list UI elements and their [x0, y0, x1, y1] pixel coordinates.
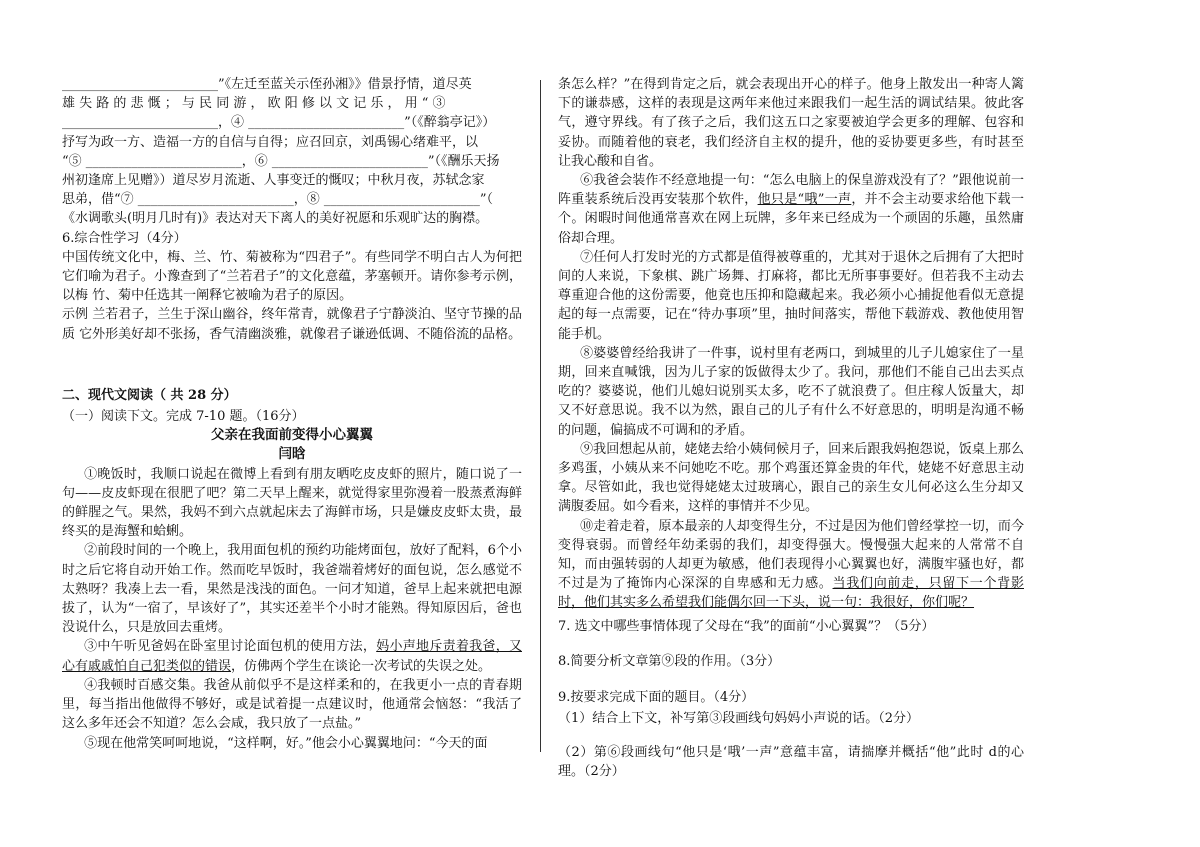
poem-line: 抒写为政一方、造福一方的自信与自得；应召回京，刘禹锡心绪难平，以 — [62, 134, 479, 150]
underlined-sentence: 当我们向前走，只留下一个背影时，他们其实多么希望我们能偶尔回一下头，说一句：我很好，你们呢？ — [558, 576, 1024, 611]
paragraph-10 — [558, 517, 1024, 613]
article-author: 闫晗 — [278, 446, 306, 463]
right-column — [558, 75, 1024, 781]
poem-line: 《水调歌头(明月几时有)》表达对天下离人的美好祝愿和乐观旷达的胸襟。 — [62, 211, 489, 227]
paragraph-1: ①晚饭时，我顺口说起在微博上看到有朋友晒吃皮皮虾的照片，随口说了一句——皮皮虾现在很肥了吧？第二天早上醒来，就觉得家里弥漫着一股蒸煮海鲜的鲜腥之气。果然，我妈不到六点就起床去了海鲜市场，只是嫌皮皮虾太贵，最终买的是海蟹和蛤蜊。 — [62, 466, 522, 540]
paragraph-4: ④我顿时百感交集。我爸从前似乎不是这样柔和的，在我更小一点的青春期里，每当指出他做得不够好，或是试着提一点建议时，他通常会恼怒：“我活了这么多年还会不知道？怎么会咸，我只放了一点盐。” — [62, 677, 522, 732]
underlined-sentence: 他只是“哦”一声 — [757, 192, 852, 208]
paragraph-10-text: ⑩走着走着，原本最亲的人却变得生分，不过是因为他们曾经掌控一切，而今变得衰弱。而曾经年幼柔弱的我们，却变得强大。慢慢强大起来的人常常不自知，而由强转弱的人却更为敏感，他们表现得小心翼翼也好，满腹牢骚也好，都不过是为了掩饰内心深深的自卑感和无力感。 — [558, 518, 1024, 592]
paragraph-6 — [558, 171, 1024, 248]
question-6-title: 6.综合性学习（4分） — [62, 230, 187, 246]
question-6-body: 中国传统文化中，梅、兰、竹、菊被称为“四君子”。有些同学不明白古人为何把它们喻为君子。小豫查到了“兰若君子”的文化意蕴，茅塞顿开。请你参考示例，以梅 竹、菊中任选其一阐释它被喻为君子的原因。 — [62, 249, 522, 304]
question-9-2: （2）第⑥段画线句“他只是‘哦’一声”意蕴丰富，请揣摩并概括“他”此时 d的心理。（2分） — [558, 744, 1024, 779]
paragraph-6-text: ⑥我爸会装作不经意地提一句：“怎么电脑上的保皇游戏没有了？”跟他说前一阵重装系统后没再安装那个软件， — [558, 173, 1024, 208]
poem-line: “⑤ ________________________，⑥ ________________________”（《酬乐天扬 — [62, 153, 500, 169]
paragraph-7: ⑦任何人打发时光的方式都是值得被尊重的，尤其对于退休之后拥有了大把时间的人来说，下象棋、跳广场舞、打麻将，都比无所事事要好。但若我不主动去尊重迎合他的这份需要，他竟也压抑和隐藏起来。我必须小心捕捉他看似无意提起的每一点需要，记在“待办事项”里，抽时间落实，帮他下载游戏、教他使用智能手机。 — [558, 249, 1024, 342]
paragraph-3-text-end: ，仿佛两个学生在谈论一次考试的失误之处。 — [231, 658, 492, 674]
question-7: 7. 选文中哪些事情体现了父母在“我”的面前“小心翼翼”？（5分） — [558, 618, 935, 634]
section-heading: 二、现代文阅读（ 共 28 分） — [62, 387, 237, 403]
paragraph-2: ②前段时间的一个晚上，我用面包机的预约功能烤面包，放好了配料，6个小时之后它将自动开始工作。然而吃早饭时，我爸端着烤好的面包说，怎么感觉不太熟呀？我凑上去一看，果然是浅浅的面色。一问才知道，爸早上起来就把电源拔了，认为“一宿了，早该好了”，其实还差半个小时才能熟。得知原因后，爸也没说什么，只是放回去重烤。 — [62, 543, 522, 636]
question-9: 9.按要求完成下面的题目。（4分） — [558, 690, 755, 706]
poem-line: ________________________，④ ________________________”（《醉翁亭记》） — [62, 115, 496, 131]
paragraph-9: ⑨我回想起从前，姥姥去给小姨伺候月子，回来后跟我妈抱怨说，饭桌上那么多鸡蛋，小姨从来不问她吃不吃。那个鸡蛋还算金贵的年代，姥姥不好意思主动拿。尽管如此，我也觉得姥姥太过玻璃心，跟自己的亲生女儿何必这么生分却又满腹委屈。如今看来，这样的事情并不少见。 — [558, 441, 1024, 515]
left-column — [62, 75, 522, 753]
poem-line: ________________________”《左迁至蓝关示侄孙湘》》借景抒情，道尽英 — [62, 77, 472, 92]
question-6-example: 示例 兰若君子，兰生于深山幽谷，终年常青，就像君子宁静淡泊、坚守节操的品质 它外形美好却不张扬，香气清幽淡雅，就像君子谦逊低调、不随俗流的品格。 — [62, 307, 522, 342]
question-8: 8.简要分析文章第⑨段的作用。（3分） — [558, 653, 781, 669]
poem-line: 思弟，借“⑦ ________________________，⑧ ________________________”（ — [62, 192, 494, 208]
paragraph-6-text-end: ，并不会主动要求给他下载一个。闲暇时间他通常喜欢在网上玩牌，多年来已经成为一个顽固的乐趣，虽然庸俗却合理。 — [558, 192, 1024, 246]
paragraph-3 — [62, 637, 522, 675]
paragraph-5-continued: 条怎么样？”在得到肯定之后，就会表现出开心的样子。他身上散发出一种寄人篱下的谦恭感，这样的表现是这两年来他过来跟我们一起生活的调试结果。彼此客气，遵守界线。有了孩子之后，我们这五口之家要被迫学会更多的理解、包容和妥协。而随着他的衰老，我们经济自主权的提升，他的妥协要更多些，有时甚至让我心酸和自省。 — [558, 77, 1024, 169]
poem-line: 雄 失 路 的 悲 慨 ； 与 民 同 游 ， 欧 阳 修 以 文 记 乐 ， 用 “ ③ — [62, 96, 446, 112]
poem-line: 州初逢席上见赠》）道尽岁月流逝、人事变迁的慨叹；中秋月夜，苏轼念家 — [62, 173, 485, 189]
column-divider — [540, 80, 541, 752]
article-title: 父亲在我面前变得小心翼翼 — [211, 427, 373, 444]
paragraph-8: ⑧婆婆曾经给我讲了一件事，说村里有老两口，到城里的儿子儿媳家住了一星期，回来直喊饿，因为儿子家的饭做得太少了。我问，那他们不能自己出去买点吃的？婆婆说，他们儿媳妇说别买太多，吃不了就浪费了。但庄稼人饭量大，却又不好意思说。我不以为然，跟自己的儿子有什么不好意思的，明明是沟通不畅的问题，偏搞成不可调和的矛盾。 — [558, 345, 1024, 438]
paragraph-5: ⑤现在他常笑呵呵地说，“这样啊，好。”他会小心翼翼地问：“今天的面 — [84, 735, 488, 751]
paragraph-3-text: ③中午听见爸妈在卧室里讨论面包机的使用方法， — [84, 639, 377, 655]
underlined-sentence: 妈小声地斥责着我爸，又心有戚戚怕自己犯类似的错误 — [62, 639, 522, 674]
question-9-1: （1）结合上下文，补写第③段画线句妈妈小声说的话。（2分） — [558, 711, 920, 727]
subsection-heading: （一）阅读下文。完成 7-10 题。（16分） — [62, 409, 305, 425]
